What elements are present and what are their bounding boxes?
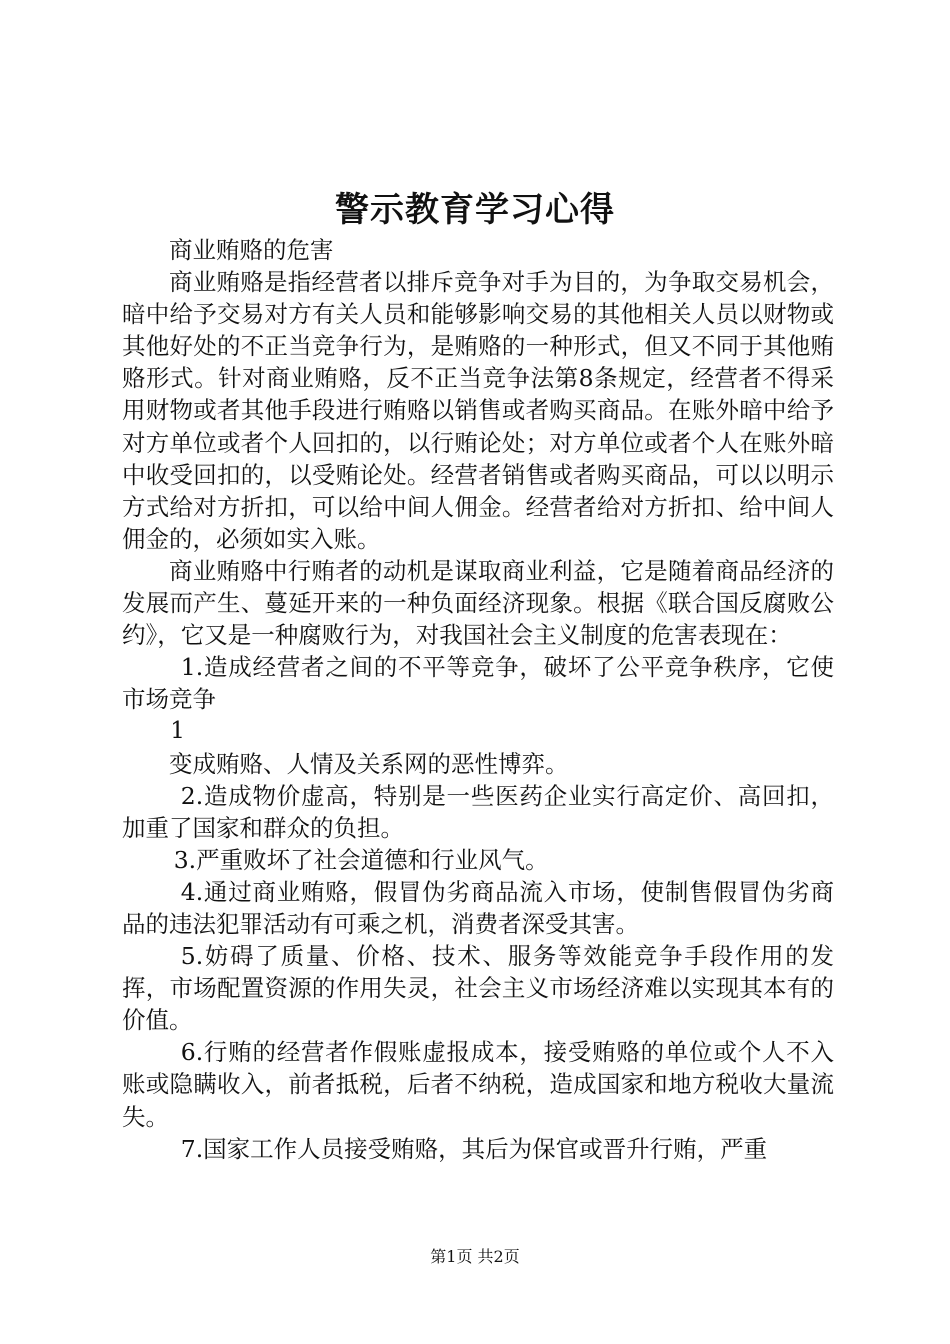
list-item-6: 6.行贿的经营者作假账虚报成本，接受贿赂的单位或个人不入账或隐瞒收入，前者抵税，后者不纳税，造成国家和地方税收大量流失。: [122, 1038, 834, 1131]
list-item-3: 3.严重败坏了社会道德和行业风气。: [173, 845, 549, 874]
paragraph-motive: 商业贿赂中行贿者的动机是谋取商业利益，它是随着商品经济的发展而产生、蔓延开来的一种负面经济现象。根据《联合国反腐败公约》，它又是一种腐败行为，对我国社会主义制度的危害表现在：: [122, 556, 834, 650]
list-item-5: 5.妨碍了质量、价格、技术、服务等效能竞争手段作用的发挥，市场配置资源的作用失灵，社会主义市场经济难以实现其本有的价值。: [122, 942, 834, 1035]
list-item-2: 2.造成物价虚高，特别是一些医药企业实行高定价、高回扣，加重了国家和群众的负担。: [122, 781, 834, 842]
list-item-1-part1: 1.造成经营者之间的不平等竞争，破坏了公平竞争秩序，它使市场竞争: [122, 653, 834, 714]
paragraph-definition: 商业贿赂是指经营者以排斥竞争对手为目的，为争取交易机会，暗中给予交易对方有关人员和能够影响交易的其他相关人员以财物或其他好处的不正当竞争行为，是贿赂的一种形式，但又不同于其他贿赂形式。针对商业贿赂，反不正当竞争法第8条规定，经营者不得采用财物或者其他手段进行贿赂以销售或者购买商品。在账外暗中给予对方单位或者个人回扣的，以行贿论处；对方单位或者个人在账外暗中收受回扣的，以受贿论处。经营者销售或者购买商品，可以以明示方式给对方折扣，可以给中间人佣金。经营者给对方折扣、给中间人佣金的，必须如实入账。: [122, 268, 834, 553]
document-body: [122, 234, 834, 1165]
section-heading: 商业贿赂的危害: [169, 236, 334, 264]
inline-page-marker: 1: [170, 718, 185, 745]
list-item-1-part2: 变成贿赂、人情及关系网的恶性博弈。: [169, 749, 569, 778]
document-title: 警示教育学习心得: [335, 190, 615, 230]
list-item-7: 7.国家工作人员接受贿赂，其后为保官或晋升行贿，严重: [180, 1134, 768, 1163]
list-item-4: 4.通过商业贿赂，假冒伪劣商品流入市场，使制售假冒伪劣商品的违法犯罪活动有可乘之机，消费者深受其害。: [122, 877, 834, 938]
page-footer: 第1页 共2页: [430, 1247, 520, 1266]
